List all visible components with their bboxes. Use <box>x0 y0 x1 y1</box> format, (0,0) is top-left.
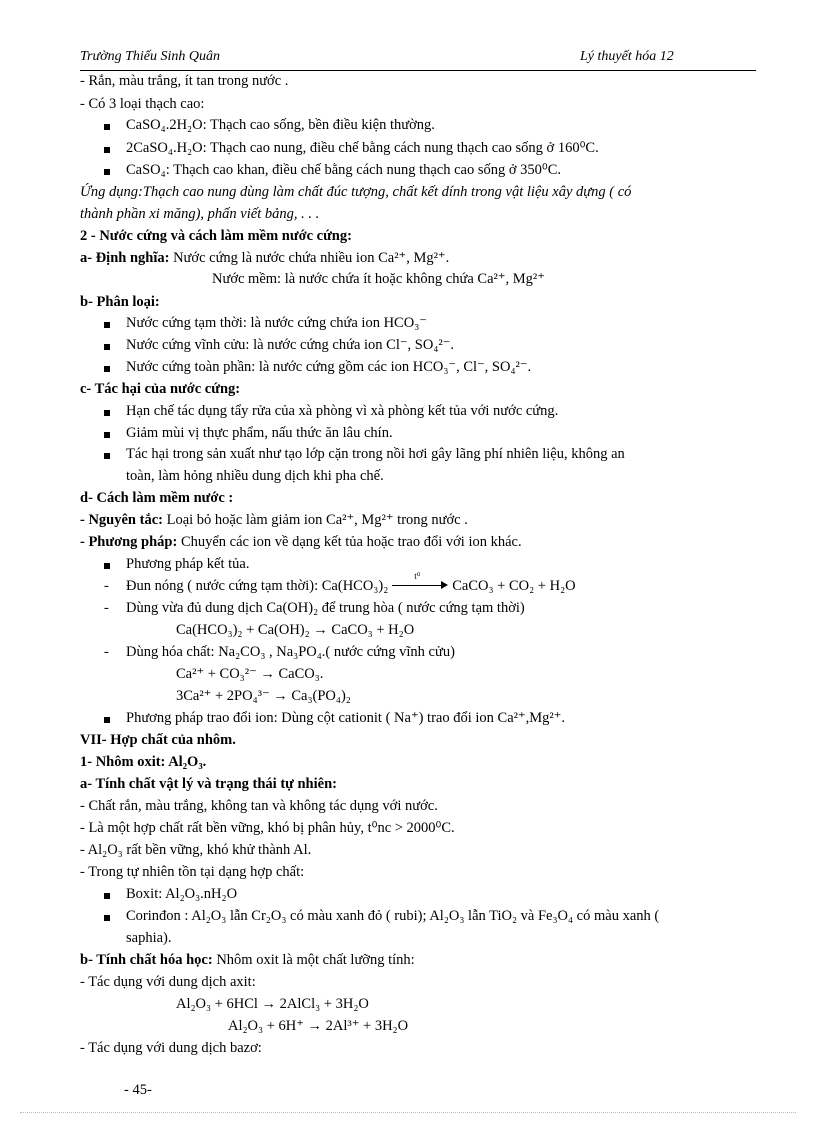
bullet-icon <box>104 410 110 416</box>
bullet-icon <box>104 717 110 723</box>
bullet-item-cont: saphia). <box>126 930 172 946</box>
bullet-icon <box>104 147 110 153</box>
bullet-icon <box>104 915 110 921</box>
header-rule <box>80 70 756 71</box>
subsection-heading: a- Tính chất vật lý và trạng thái tự nhiên: <box>80 776 337 792</box>
subsection-heading: c- Tác hại của nước cứng: <box>80 381 241 397</box>
dash-item: Dùng vừa đủ dung dịch Ca(OH)₂ để trung hòa ( nước cứng tạm thời) <box>126 600 525 616</box>
equation: Al₂O₃ + 6HCl → 2AlCl₃ + 3H₂O <box>176 996 369 1012</box>
bullet-icon <box>104 893 110 899</box>
bullet-item: Corinđon : Al₂O₃ lẫn Cr₂O₃ có màu xanh đỏ ( rubi); Al₂O₃ lẫn TiO₂ và Fe₃O₄ có màu xanh ( <box>126 908 660 924</box>
text-line: - Chất rắn, màu trắng, không tan và không tác dụng với nước. <box>80 798 438 814</box>
header-subject: Lý thuyết hóa 12 <box>580 49 674 64</box>
bullet-item: Phương pháp kết tủa. <box>126 556 250 572</box>
method-line <box>80 534 522 551</box>
boil-line <box>126 571 576 595</box>
definition-line-2: Nước mềm: là nước chứa ít hoặc không chứa Ca²⁺, Mg²⁺ <box>212 271 545 287</box>
section-heading: 1- Nhôm oxit: Al₂O₃. <box>80 754 207 770</box>
text-line: - Là một hợp chất rất bền vững, khó bị phân hủy, t⁰nc > 2000⁰C. <box>80 820 455 836</box>
bullet-item: Nước cứng toàn phần: là nước cứng gồm các ion HCO₃⁻, Cl⁻, SO₄²⁻. <box>126 359 532 375</box>
bullet-item: Hạn chế tác dụng tẩy rửa của xà phòng vì xà phòng kết tủa với nước cứng. <box>126 403 559 419</box>
method-text: Chuyển các ion về dạng kết tủa hoặc trao đổi với ion khác. <box>177 534 522 550</box>
text-line: - Có 3 loại thạch cao: <box>80 96 205 112</box>
bullet-item: Boxit: Al₂O₃.nH₂O <box>126 886 238 902</box>
bullet-icon <box>104 344 110 350</box>
bullet-item: Nước cứng vĩnh cửu: là nước cứng chứa ion Cl⁻, SO₄²⁻. <box>126 337 455 353</box>
text-line: - Rắn, màu trắng, ít tan trong nước . <box>80 73 289 89</box>
bullet-icon <box>104 366 110 372</box>
equation: Ca(HCO₃)₂ + Ca(OH)₂ → CaCO₃ + H₂O <box>176 622 415 638</box>
chapter-heading: VII- Hợp chất của nhôm. <box>80 732 236 748</box>
chem-prop-label: b- Tính chất hóa học: <box>80 952 213 968</box>
application-text: thành phần xi măng), phấn viết bảng, . . . <box>80 206 320 222</box>
boil-reactant: Đun nóng ( nước cứng tạm thời): Ca(HCO₃)₂ <box>126 578 389 594</box>
subsection-heading: b- Phân loại: <box>80 294 160 310</box>
heat-arrow-icon <box>392 571 448 590</box>
bullet-item: CaSO₄.2H₂O: Thạch cao sống, bền điều kiện thường. <box>126 117 435 133</box>
bullet-icon <box>104 563 110 569</box>
equation: 3Ca²⁺ + 2PO₄³⁻ → Ca₃(PO₄)₂ <box>176 688 351 704</box>
bullet-icon <box>104 322 110 328</box>
principle-line <box>80 512 468 529</box>
definition-text: Nước cứng là nước chứa nhiều ion Ca²⁺, Mg²⁺. <box>169 250 450 266</box>
definition-line <box>80 250 449 267</box>
chem-prop-text: Nhôm oxit là một chất lưỡng tính: <box>212 952 415 968</box>
bullet-item: CaSO₄: Thạch cao khan, điều chế bằng cách nung thạch cao sống ở 350⁰C. <box>126 162 562 178</box>
bullet-item: Tác hại trong sản xuất như tạo lớp cặn trong nồi hơi gây lãng phí nhiên liệu, không an <box>126 446 625 462</box>
bullet-icon <box>104 124 110 130</box>
method-label: - Phương pháp: <box>80 534 178 550</box>
principle-text: Loại bỏ hoặc làm giảm ion Ca²⁺, Mg²⁺ trong nước . <box>162 512 468 528</box>
text-line: - Al₂O₃ rất bền vững, khó khử thành Al. <box>80 842 312 858</box>
dash-icon: - <box>104 578 109 594</box>
bullet-item: 2CaSO₄.H₂O: Thạch cao nung, điều chế bằng cách nung thạch cao sống ở 160⁰C. <box>126 140 599 156</box>
text-line: - Tác dụng với dung dịch bazơ: <box>80 1040 262 1056</box>
bullet-item: Nước cứng tạm thời: là nước cứng chứa ion HCO₃⁻ <box>126 315 427 331</box>
subsection-heading: d- Cách làm mềm nước : <box>80 490 234 506</box>
heat-label: t⁰ <box>414 571 421 581</box>
bullet-icon <box>104 169 110 175</box>
equation: Al₂O₃ + 6H⁺ → 2Al³⁺ + 3H₂O <box>228 1018 409 1034</box>
chem-prop-line <box>80 952 415 969</box>
page-number: - 45- <box>124 1082 152 1098</box>
text-line: - Trong tự nhiên tồn tại dạng hợp chất: <box>80 864 305 880</box>
bullet-item: Giảm mùi vị thực phẩm, nấu thức ăn lâu chín. <box>126 425 393 441</box>
text-line: - Tác dụng với dung dịch axit: <box>80 974 256 990</box>
equation: Ca²⁺ + CO₃²⁻ → CaCO₃. <box>176 666 324 682</box>
bullet-icon <box>104 453 110 459</box>
dash-item: Dùng hóa chất: Na₂CO₃ , Na₃PO₄.( nước cứng vĩnh cửu) <box>126 644 455 660</box>
bullet-item-cont: toàn, làm hỏng nhiều dung dịch khi pha chế. <box>126 468 384 484</box>
header-school: Trường Thiếu Sinh Quân <box>80 49 220 64</box>
bullet-item: Phương pháp trao đổi ion: Dùng cột cationit ( Na⁺) trao đổi ion Ca²⁺,Mg²⁺. <box>126 710 566 726</box>
principle-label: - Nguyên tắc: <box>80 512 163 528</box>
definition-label: a- Định nghĩa: <box>80 250 170 266</box>
boil-product: CaCO₃ + CO₂ + H₂O <box>452 578 576 594</box>
application-text: Ứng dụng:Thạch cao nung dùng làm chất đúc tượng, chất kết dính trong vật liệu xây dựng ( có <box>80 184 632 200</box>
section-heading: 2 - Nước cứng và cách làm mềm nước cứng: <box>80 228 352 244</box>
dash-icon: - <box>104 600 109 616</box>
bullet-icon <box>104 432 110 438</box>
dash-icon: - <box>104 644 109 660</box>
footer-divider <box>20 1112 796 1113</box>
